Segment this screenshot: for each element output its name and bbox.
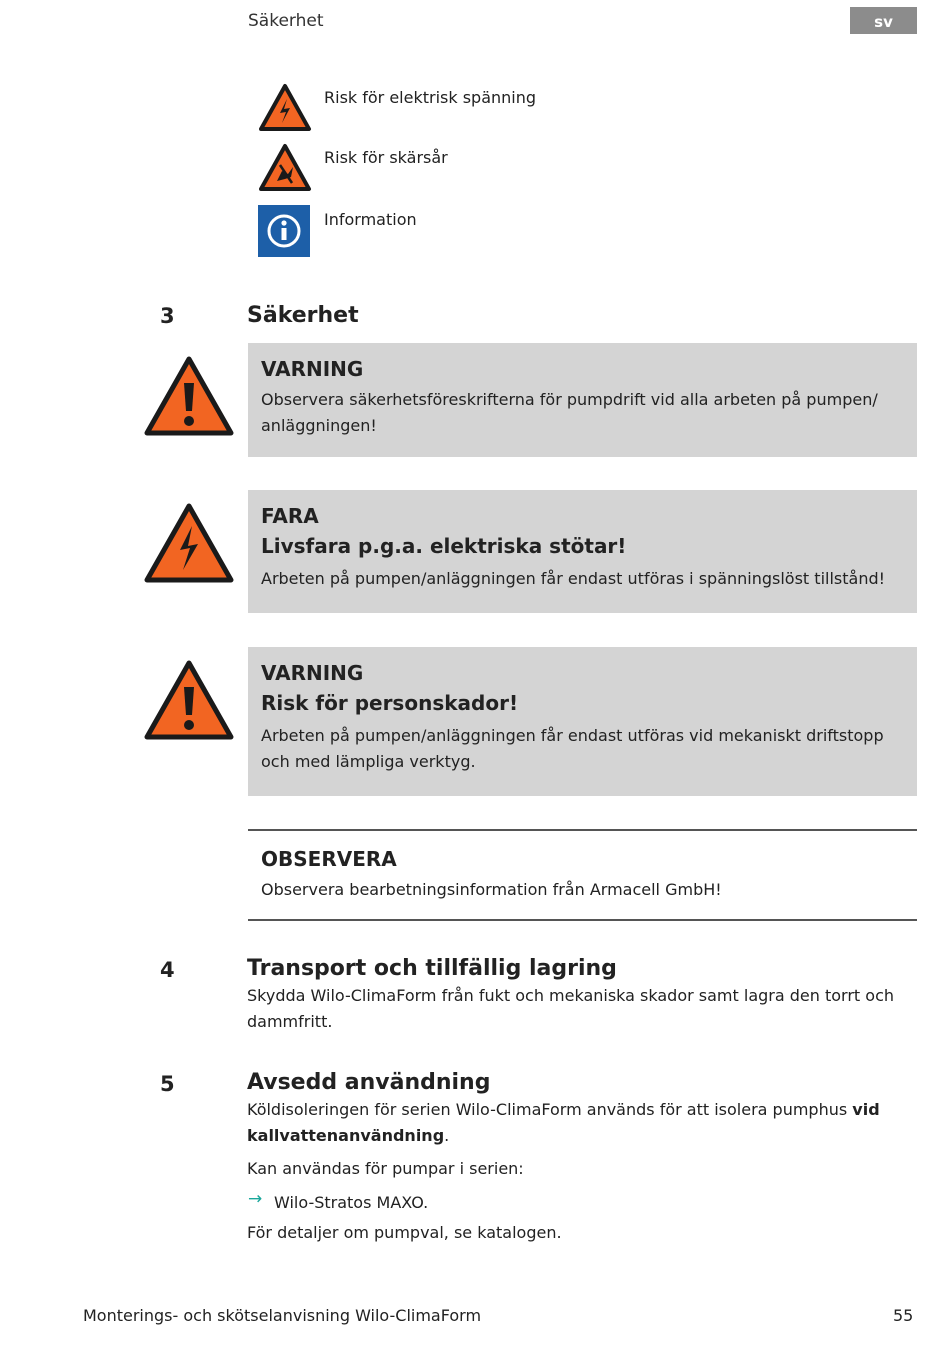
language-tab: sv: [850, 7, 917, 34]
electric-warning-icon: [258, 83, 312, 133]
danger-text: Arbeten på pumpen/anläggningen får endast utföras i spänningslöst tillstånd!: [261, 569, 886, 588]
list-item: Wilo-Stratos MAXO.: [274, 1193, 429, 1212]
legend-item-electric: [258, 83, 537, 137]
warning-box: [248, 343, 917, 457]
legend-label: Information: [324, 210, 417, 229]
warning-heading: VARNING: [261, 661, 364, 685]
warning-icon: [143, 355, 235, 437]
section-text: [247, 1097, 907, 1149]
legend-item-info: [258, 205, 417, 259]
info-icon: [258, 205, 312, 259]
legend-item-cut: [258, 143, 448, 197]
arrow-right-icon: →: [248, 1189, 263, 1209]
section-title: Transport och tillfällig lagring: [247, 956, 617, 981]
section-text-end: .: [444, 1126, 450, 1145]
legend-label: Risk för skärsår: [324, 148, 448, 167]
note-text: Observera bearbetningsinformation från Armacell GmbH!: [261, 880, 722, 899]
electric-warning-icon: [143, 502, 235, 584]
cut-warning-icon: [258, 143, 312, 193]
warning-text: Arbeten på pumpen/anläggningen får endast utföras vid mekaniskt driftstopp och med lämpliga verktyg.: [261, 726, 884, 771]
section-title: Säkerhet: [247, 303, 359, 328]
danger-box: [248, 490, 917, 613]
warning-icon: [143, 659, 235, 741]
header-title: Säkerhet: [248, 11, 324, 31]
warning-heading: VARNING: [261, 357, 364, 381]
section-text: Kan användas för pumpar i serien:: [247, 1159, 524, 1178]
danger-heading: FARA: [261, 504, 319, 528]
section-text-bold: vid kallvattenanvändning: [247, 1100, 880, 1145]
note-box: [248, 829, 917, 921]
section-title: Avsedd användning: [247, 1070, 491, 1095]
page-number: 55: [893, 1306, 914, 1325]
note-heading: OBSERVERA: [261, 847, 397, 871]
section-text-part: Köldisoleringen för serien Wilo-ClimaForm används för att isolera pumphus: [247, 1100, 853, 1119]
section-text: Skydda Wilo-ClimaForm från fukt och mekaniska skador samt lagra den torrt och dammfritt.: [247, 986, 894, 1031]
legend-label: Risk för elektrisk spänning: [324, 88, 537, 107]
section-number: 5: [160, 1072, 175, 1096]
section-text: För detaljer om pumpval, se katalogen.: [247, 1223, 562, 1242]
footer-title: Monterings- och skötselanvisning Wilo-ClimaForm: [83, 1306, 482, 1325]
section-number: 3: [160, 304, 175, 328]
warning-text: Observera säkerhetsföreskrifterna för pumpdrift vid alla arbeten på pumpen/ anläggningen!: [261, 390, 878, 435]
warning-box: [248, 647, 917, 796]
section-number: 4: [160, 958, 175, 982]
danger-subheading: Livsfara p.g.a. elektriska stötar!: [261, 534, 627, 558]
warning-subheading: Risk för personskador!: [261, 691, 519, 715]
